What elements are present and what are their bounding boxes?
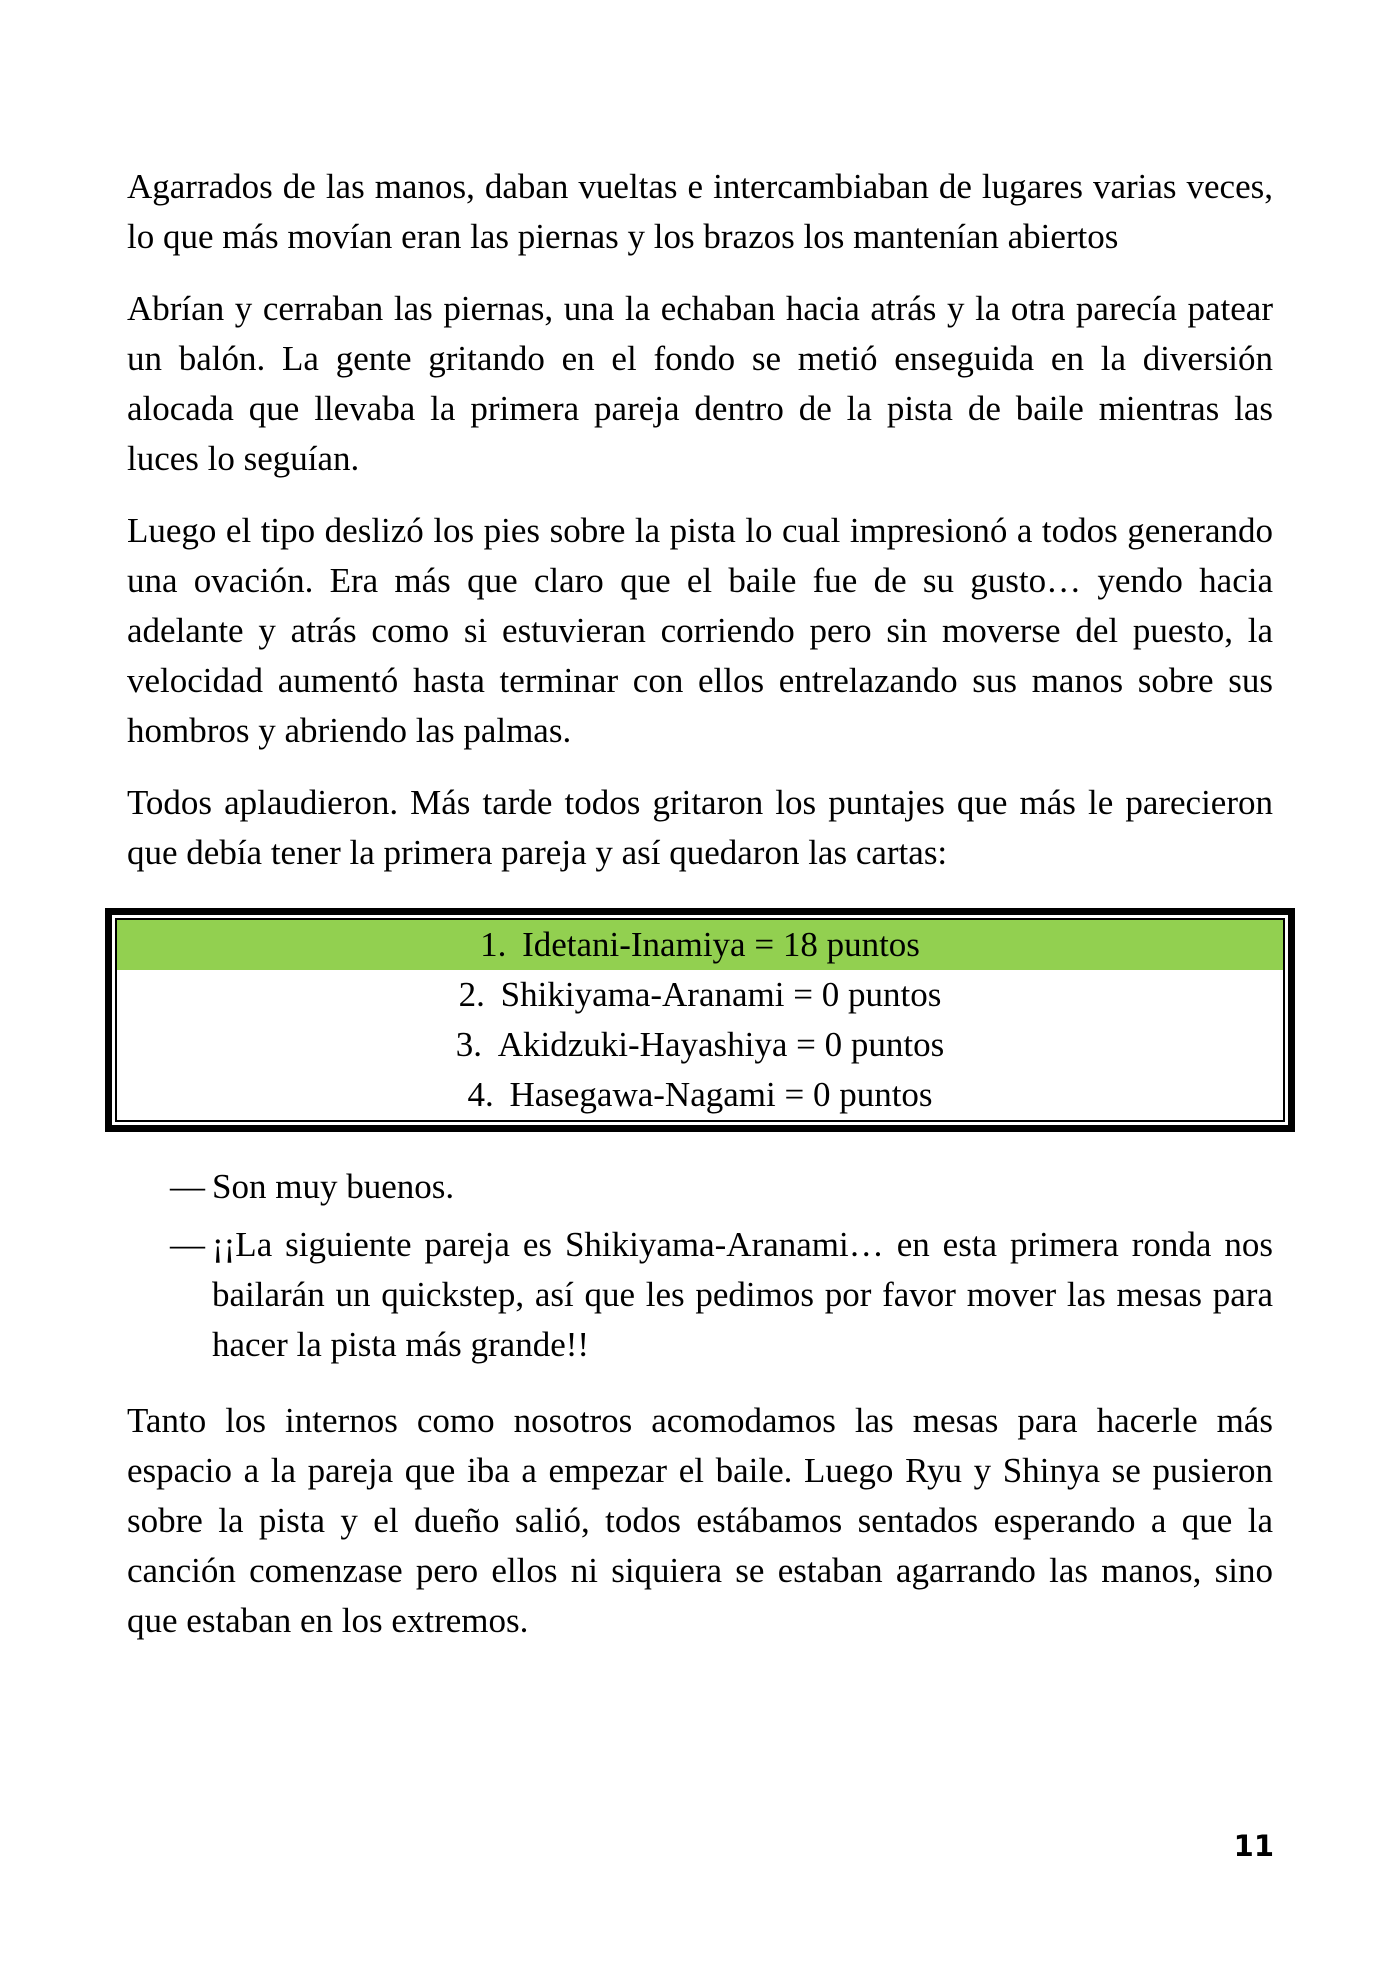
page-content: [127, 162, 1273, 1668]
dialogue: [170, 1162, 1273, 1370]
page-number: 11: [1233, 1829, 1274, 1863]
paragraph: Todos aplaudieron. Más tarde todos gritaron los puntajes que más le parecieron que debía tener la primera pareja y así quedaron las cartas:: [127, 783, 1273, 872]
score-row: [117, 970, 1283, 1020]
dialogue-line: [170, 1220, 1273, 1370]
score-text: Idetani-Inamiya = 18 puntos: [522, 925, 920, 964]
paragraph: Agarrados de las manos, daban vueltas e intercambiaban de lugares varias veces, lo que más movían eran las piernas y los brazos los mantenían abiertos: [127, 167, 1273, 256]
score-row: [117, 1020, 1283, 1070]
score-text: Shikiyama-Aranami = 0 puntos: [500, 975, 942, 1014]
score-number: 4.: [467, 1075, 494, 1114]
dialogue-text: ¡¡La siguiente pareja es Shikiyama-Aranami… en esta primera ronda nos bailarán un quickstep, así que les pedimos por favor mover las mesas para hacer la pista más grande!!: [212, 1225, 1273, 1364]
dialogue-dash: —: [170, 1225, 205, 1264]
paragraph: Luego el tipo deslizó los pies sobre la pista lo cual impresionó a todos generando una ovación. Era más que claro que el baile fue de su gusto… yendo hacia adelante y atrás como si estuvieran corriendo pero sin moverse del puesto, la velocidad aumentó hasta terminar con ellos entrelazando sus manos sobre sus hombros y abriendo las palmas.: [127, 511, 1273, 750]
score-row-highlighted: [117, 920, 1283, 970]
score-number: 1.: [480, 925, 507, 964]
score-text: Akidzuki-Hayashiya = 0 puntos: [497, 1025, 945, 1064]
dialogue-line: [170, 1162, 1273, 1212]
scores-box: [105, 908, 1295, 1132]
scores-list: [115, 918, 1285, 1122]
score-number: 2.: [458, 975, 485, 1014]
score-text: Hasegawa-Nagami = 0 puntos: [509, 1075, 933, 1114]
paragraph: Tanto los internos como nosotros acomodamos las mesas para hacerle más espacio a la pareja que iba a empezar el baile. Luego Ryu y Shinya se pusieron sobre la pista y el dueño salió, todos estábamos sentados esperando a que la canción comenzase pero ellos ni siquiera se estaban agarrando las manos, sino que estaban en los extremos.: [127, 1401, 1273, 1640]
dialogue-text: Son muy buenos.: [212, 1167, 455, 1206]
dialogue-dash: —: [170, 1167, 205, 1206]
score-row: [117, 1070, 1283, 1120]
paragraph: Abrían y cerraban las piernas, una la echaban hacia atrás y la otra parecía patear un balón. La gente gritando en el fondo se metió enseguida en la diversión alocada que llevaba la primera pareja dentro de la pista de baile mientras las luces lo seguían.: [127, 289, 1273, 478]
score-number: 3.: [455, 1025, 482, 1064]
